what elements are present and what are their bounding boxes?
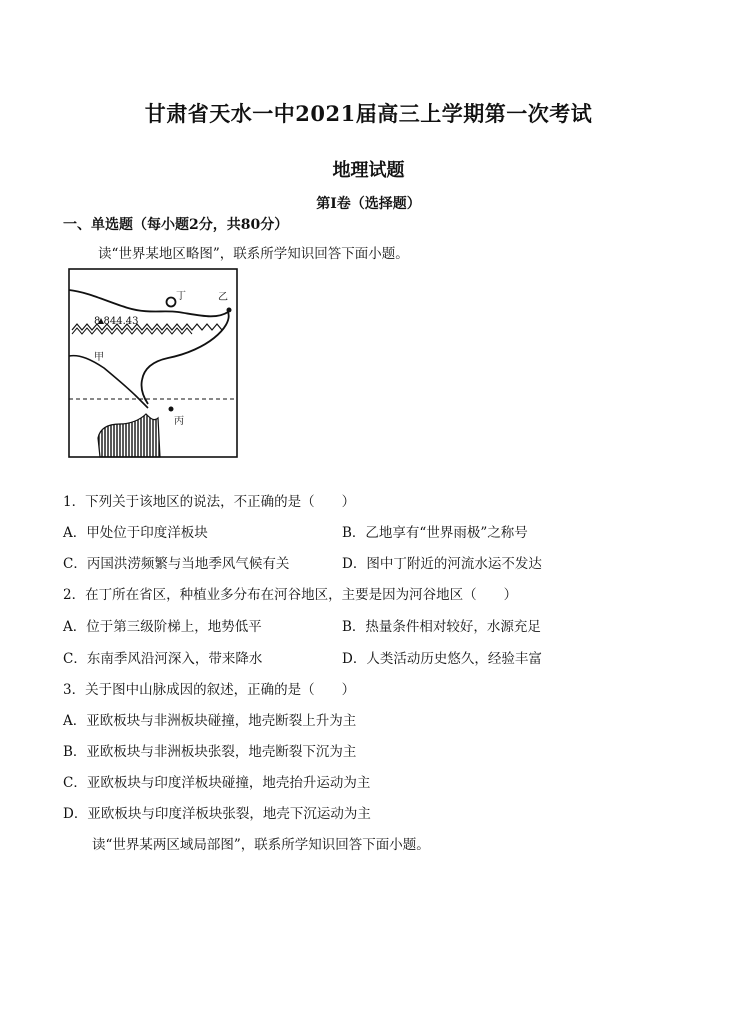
intro-text-1: 读“世界某地区略图”，联系所学知识回答下面小题。 (98, 246, 409, 262)
question-1-stem: 1．下列关于该地区的说法，不正确的是（ ） (63, 494, 356, 510)
label-yi: 乙 (218, 292, 228, 303)
dot-bing (169, 407, 174, 412)
question-2-option-c: C．东南季风沿河深入，带来降水 (63, 651, 263, 667)
exam-title: 甘肃省天水一中2021届高三上学期第一次考试 (144, 101, 593, 126)
question-3-option-c: C．亚欧板块与印度洋板块碰撞，地壳抬升运动为主 (63, 775, 371, 791)
elevation-label: 8 844.43 (94, 316, 139, 327)
question-1-option-a: A．甲处位于印度洋板块 (63, 525, 208, 541)
section-heading: 一、单选题（每小题2分，共80分） (63, 217, 289, 233)
question-1-option-c: C．丙国洪涝频繁与当地季风气候有关 (63, 556, 290, 572)
question-2-option-b: B．热量条件相对较好，水源充足 (342, 619, 541, 635)
part-heading: 第I卷（选择题） (316, 196, 421, 212)
question-2-option-d: D．人类活动历史悠久，经验丰富 (342, 651, 542, 667)
dot-yi (227, 308, 232, 313)
label-ding: 丁 (176, 291, 186, 302)
question-1-option-b: B．乙地享有“世界雨极”之称号 (342, 525, 528, 541)
question-1-option-d: D．图中丁附近的河流水运不发达 (342, 556, 542, 572)
question-3-option-b: B．亚欧板块与非洲板块张裂，地壳断裂下沉为主 (63, 744, 357, 760)
region-map (68, 268, 238, 458)
label-jia: 甲 (94, 352, 104, 363)
label-bing: 丙 (174, 416, 184, 427)
question-2-option-a: A．位于第三级阶梯上，地势低平 (63, 619, 262, 635)
question-3-option-a: A．亚欧板块与非洲板块碰撞，地壳断裂上升为主 (63, 713, 357, 729)
city-ding-marker (167, 298, 176, 307)
intro-text-2: 读“世界某两区域局部图”，联系所学知识回答下面小题。 (92, 837, 430, 853)
question-3-stem: 3．关于图中山脉成因的叙述，正确的是（ ） (63, 682, 356, 698)
question-3-option-d: D．亚欧板块与印度洋板块张裂，地壳下沉运动为主 (63, 806, 371, 822)
subject-title: 地理试题 (332, 160, 405, 181)
question-2-stem: 2．在丁所在省区，种植业多分布在河谷地区，主要是因为河谷地区（ ） (63, 587, 518, 603)
